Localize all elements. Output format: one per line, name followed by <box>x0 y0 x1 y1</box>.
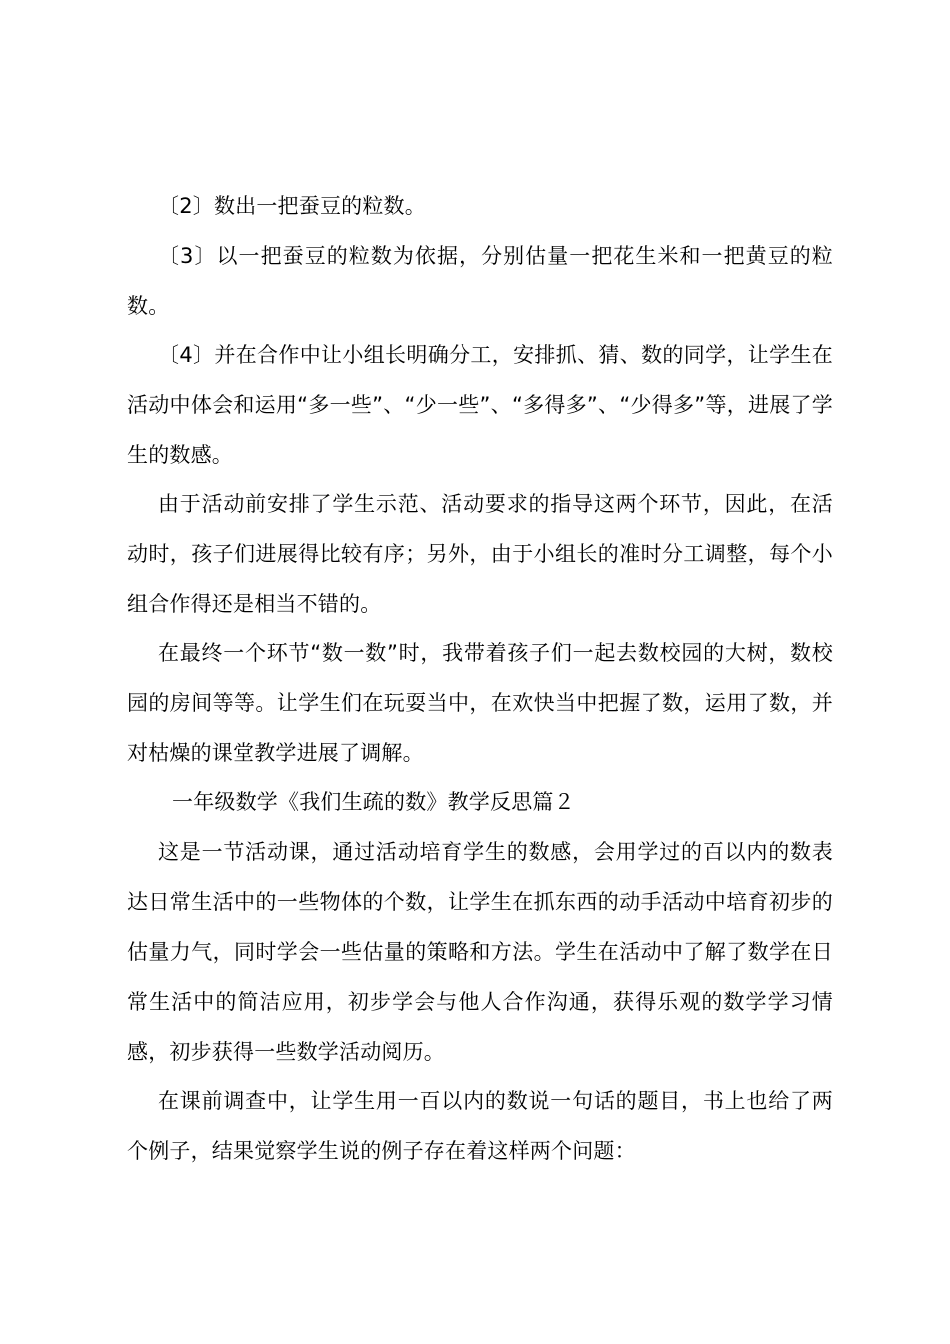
paragraph-step-3: 〔3〕以一把蚕豆的粒数为依据，分别估量一把花生米和一把黄豆的粒数。 <box>127 244 833 318</box>
paragraph-step-4: 〔4〕并在合作中让小组长明确分工，安排抓、猜、数的同学，让学生在活动中体会和运用“多一些”、“少一些”、“多得多”、“少得多”等，进展了学生的数感。 <box>127 343 833 467</box>
paragraph-final-step: 在最终一个环节“数一数”时，我带着孩子们一起去数校园的大树，数校园的房间等等。让学生们在玩耍当中，在欢快当中把握了数，运用了数，并对枯燥的课堂教学进展了调解。 <box>127 641 833 765</box>
section-heading: 一年级数学《我们生疏的数》教学反思篇２ <box>172 790 575 814</box>
paragraph-step-2: 〔2〕数出一把蚕豆的粒数。 <box>158 194 426 218</box>
paragraph-activity-summary: 由于活动前安排了学生示范、活动要求的指导这两个环节，因此，在活动时，孩子们进展得比较有序；另外，由于小组长的准时分工调整，每个小组合作得还是相当不错的。 <box>127 492 833 616</box>
paragraph-survey: 在课前调查中，让学生用一百以内的数说一句话的题目，书上也给了两个例子，结果觉察学生说的例子存在着这样两个问题： <box>127 1089 833 1163</box>
paragraph-lesson-intro: 这是一节活动课，通过活动培育学生的数感，会用学过的百以内的数表达日常生活中的一些物体的个数，让学生在抓东西的动手活动中培育初步的估量力气，同时学会一些估量的策略和方法。学生在活动中了解了数学在日常生活中的简洁应用，初步学会与他人合作沟通，获得乐观的数学学习情感，初步获得一些数学活动阅历。 <box>127 840 833 1064</box>
